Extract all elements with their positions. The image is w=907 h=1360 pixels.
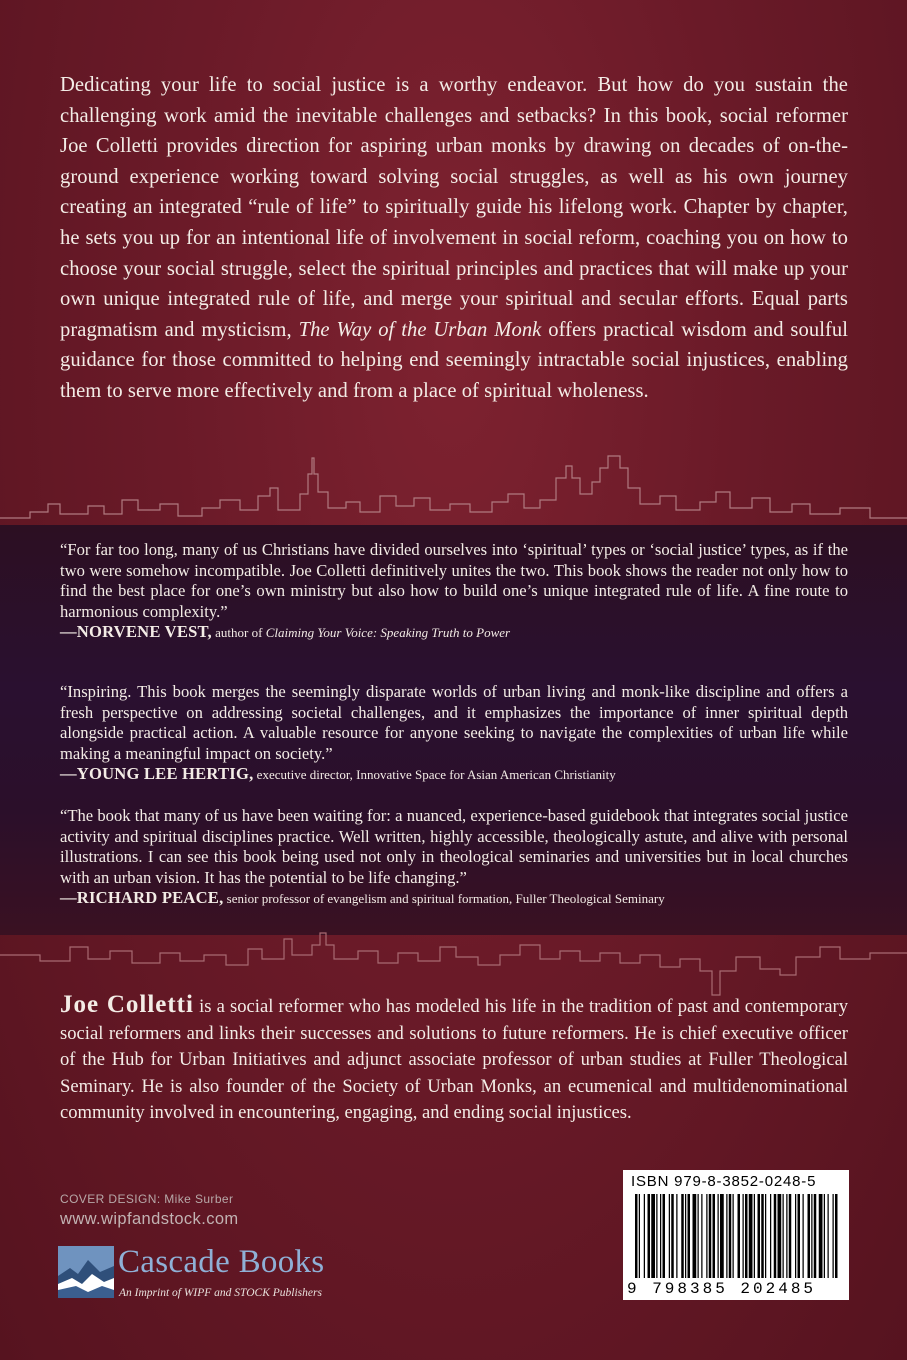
skyline-top-illustration <box>0 448 907 528</box>
publisher-name: Cascade Books <box>118 1244 325 1280</box>
author-bio: Joe Colletti is a social reformer who has modeled his life in the tradition of past and contemporary social reformers and links their successes and solutions to future reformers. He is chief executive officer of the Hub for Urban Initiatives and adjunct associate professor of urban studies at Fuller Theological Seminary. He is also founder of the Society of Urban Monks, an ecumenical and multidenominational community involved in encountering, engaging, and ending social injustices. <box>60 991 849 1124</box>
endorser-name: —RICHARD PEACE, <box>60 888 224 907</box>
endorsement-quote: “For far too long, many of us Christians have divided ourselves into ‘spiritual’ types or ‘social justice’ types, as if the two were somehow incompatible. Joe Colletti definitively unites the two. This book shows the reader not only how to find the best place for one’s own ministry but also how to build one’s unique integrated rule of life. A fine route to harmonious complexity.” <box>60 540 848 621</box>
isbn-label: ISBN 979-8-3852-0248-5 <box>631 1173 817 1190</box>
book-description: Dedicating your life to social justice is a worthy endeavor. But how do you sustain the challenging work amid the inevitable challenges and setbacks? In this book, social reformer Joe Colletti provides direction for aspiring urban monks by drawing on decades of on-the-ground experience working toward solving social struggles, as well as his own journey creating an integrated “rule of life” to spiritually guide his lifelong work. Chapter by chapter, he sets you up for an intentional life of involvement in social reform, coaching you on how to choose your social struggle, select the spiritual principles and practices that will make up your own unique integrated rule of life, and merge your spiritual and secular efforts. Equal parts pragmatism and mysticism, The Way of the Urban Monk offers practical wisdom and soulful guidance for those committed to helping end seemingly intractable social injustices, enabling them to serve more effectively and from a place of spiritual wholeness. <box>60 74 848 402</box>
endorsement-quote: “Inspiring. This book merges the seemingly disparate worlds of urban living and monk-like discipline and offers a fresh perspective on addressing societal challenges, and it emphasizes the importance of inner spiritual depth alongside practical action. A valuable resource for anyone seeking to navigate the complexities of urban life while making a meaningful impact on society.” <box>60 682 848 763</box>
book-title-italic: The Way of the Urban Monk <box>298 318 542 341</box>
endorser-name: —NORVENE VEST, <box>60 622 212 641</box>
mountain-logo-icon <box>58 1246 114 1298</box>
author-name: Joe Colletti <box>60 991 194 1018</box>
isbn-barcode <box>623 1170 849 1300</box>
endorsement-2: “Inspiring. This book merges the seemingly disparate worlds of urban living and monk-like discipline and offers a fresh perspective on addressing societal challenges, and it emphasizes the importance of inner spiritual depth alongside practical action. A valuable resource for anyone seeking to navigate the complexities of urban life while making a meaningful impact on society.” —YOUNG LEE HERTIG, executive director, Innovative Space for Asian American Christianity <box>60 682 848 783</box>
endorser-name: —YOUNG LEE HERTIG, <box>60 764 254 783</box>
endorsement-quote: “The book that many of us have been waiting for: a nuanced, experience-based guidebook that integrates social justice activity and spiritual disciplines practice. Well written, highly accessible, theologically astute, and alive with personal illustrations. I can see this book being used not only in theological seminaries and universities but in local churches with an urban vision. It has the potential to be life changing.” <box>60 806 848 887</box>
skyline-bottom-illustration <box>0 925 907 1000</box>
cover-design-credit: COVER DESIGN: Mike Surber <box>60 1192 234 1206</box>
endorsement-1: “For far too long, many of us Christians have divided ourselves into ‘spiritual’ types or ‘social justice’ types, as if the two were somehow incompatible. Joe Colletti definitively unites the two. This book shows the reader not only how to find the best place for one’s own ministry but also how to build one’s unique integrated rule of life. A fine route to harmonious complexity.” —NORVENE VEST, author of Claiming Your Voice: Speaking Truth to Power <box>60 540 848 641</box>
publisher-website-link[interactable]: www.wipfandstock.com <box>60 1210 239 1228</box>
barcode-bars <box>631 1194 841 1280</box>
barcode-digits: 9 798385 202485 <box>627 1280 817 1298</box>
publisher-logo <box>58 1244 388 1304</box>
publisher-imprint: An Imprint of WIPF and STOCK Publishers <box>119 1287 322 1299</box>
endorsement-3: “The book that many of us have been waiting for: a nuanced, experience-based guidebook that integrates social justice activity and spiritual disciplines practice. Well written, highly accessible, theologically astute, and alive with personal illustrations. I can see this book being used not only in theological seminaries and universities but in local churches with an urban vision. It has the potential to be life changing.” —RICHARD PEACE, senior professor of evangelism and spiritual formation, Fuller Theological Seminary <box>60 806 848 907</box>
